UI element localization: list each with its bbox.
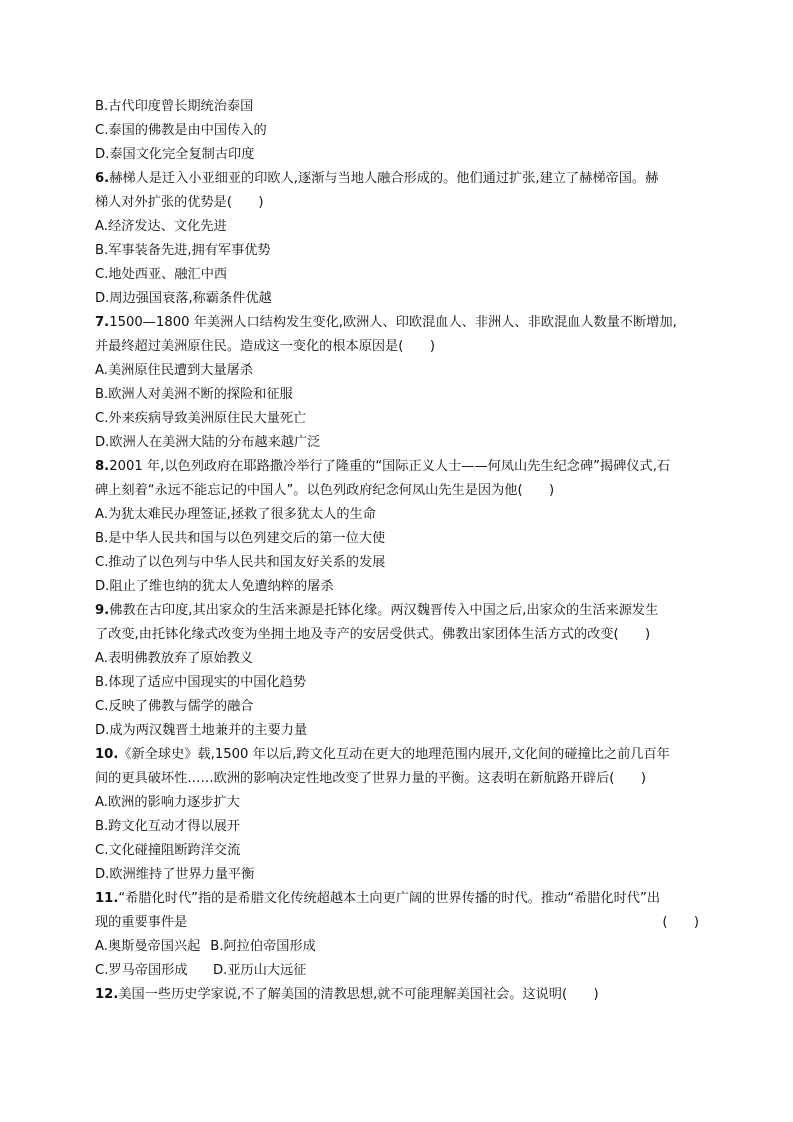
question-text: 《新全球史》载,1500 年以后,跨文化互动在更大的地理范围内展开,文化间的碰撞比之前几百年 bbox=[118, 747, 670, 762]
question-text-line bbox=[95, 911, 707, 935]
option-line: A.美洲原住民遭到大量屠杀 bbox=[95, 363, 254, 378]
question-text: 并最终超过美洲原住民。造成这一变化的根本原因是( ) bbox=[95, 339, 435, 354]
option-line: D.欧洲人在美洲大陆的分布越来越广泛 bbox=[95, 435, 321, 450]
option-line: B.跨文化互动才得以展开 bbox=[95, 819, 241, 834]
option-line: A.经济发达、文化先进 bbox=[95, 219, 227, 234]
answer-paren: ( ) bbox=[662, 915, 699, 930]
option-b: B.阿拉伯帝国形成 bbox=[210, 939, 316, 954]
question-6-stem bbox=[95, 167, 707, 191]
question-number: 12. bbox=[95, 987, 119, 1002]
option-line: D.成为两汉魏晋土地兼并的主要力量 bbox=[95, 723, 308, 738]
question-text: 现的重要事件是 bbox=[95, 915, 188, 930]
option-line: C.文化碰撞阻断跨洋交流 bbox=[95, 843, 241, 858]
question-12-stem bbox=[95, 983, 707, 1007]
question-text: 梯人对外扩张的优势是( ) bbox=[95, 195, 264, 210]
question-text: “希腊化时代”指的是希腊文化传统超越本土向更广阔的世界传播的时代。推动“希腊化时代”出 bbox=[118, 891, 661, 906]
question-text: 美国一些历史学家说,不了解美国的清教思想,就不可能理解美国社会。这说明( ) bbox=[118, 987, 599, 1002]
option-line: D.欧洲维持了世界力量平衡 bbox=[95, 867, 255, 882]
option-line: D.阻止了维也纳的犹太人免遭纳粹的屠杀 bbox=[95, 579, 334, 594]
question-7-stem bbox=[95, 311, 707, 335]
question-text: 了改变,由托钵化缘式改变为坐拥土地及寺产的安居受供式。佛教出家团体生活方式的改变( ) bbox=[95, 627, 651, 642]
option-line: A.表明佛教放弃了原始教义 bbox=[95, 651, 254, 666]
option-line: B.是中华人民共和国与以色列建交后的第一位大使 bbox=[95, 531, 386, 546]
option-line: B.军事装备先进,拥有军事优势 bbox=[95, 243, 271, 258]
option-line: B.体现了适应中国现实的中国化趋势 bbox=[95, 675, 307, 690]
option-line: D.周边强国衰落,称霸条件优越 bbox=[95, 291, 272, 306]
option-d: D.亚历山大远征 bbox=[213, 963, 307, 978]
option-line: A.欧洲的影响力逐步扩大 bbox=[95, 795, 240, 810]
option-line: A.为犹太难民办理签证,拯救了很多犹太人的生命 bbox=[95, 507, 376, 522]
question-number: 6. bbox=[95, 171, 110, 186]
question-text: 2001 年,以色列政府在耶路撒冷举行了隆重的“国际正义人士——何凤山先生纪念碑”揭碑仪式,石 bbox=[109, 459, 671, 474]
option-line: C.推动了以色列与中华人民共和国友好关系的发展 bbox=[95, 555, 386, 570]
option-c: C.罗马帝国形成 bbox=[95, 963, 188, 978]
question-text: 佛教在古印度,其出家众的生活来源是托钵化缘。两汉魏晋传入中国之后,出家众的生活来源发生 bbox=[109, 603, 659, 618]
question-number: 11. bbox=[95, 891, 119, 906]
question-9-stem bbox=[95, 599, 707, 623]
option-line: C.地处西亚、融汇中西 bbox=[95, 267, 228, 282]
question-8-stem bbox=[95, 455, 707, 479]
option-line: B.欧洲人对美洲不断的探险和征服 bbox=[95, 387, 293, 402]
option-line: C.外来疾病导致美洲原住民大量死亡 bbox=[95, 411, 307, 426]
question-number: 7. bbox=[95, 315, 110, 330]
option-line: C.泰国的佛教是由中国传入的 bbox=[95, 123, 267, 138]
question-number: 8. bbox=[95, 459, 110, 474]
question-text: 1500—1800 年美洲人口结构发生变化,欧洲人、印欧混血人、非洲人、非欧混血人数量不断增加, bbox=[109, 315, 677, 330]
option-pair-line bbox=[95, 959, 707, 983]
question-number: 10. bbox=[95, 747, 119, 762]
question-11-stem bbox=[95, 887, 707, 911]
question-10-stem bbox=[95, 743, 707, 767]
exam-page bbox=[95, 95, 707, 1007]
question-text: 碑上刻着“永远不能忘记的中国人”。以色列政府纪念何凤山先生是因为他( ) bbox=[95, 483, 555, 498]
question-text: 赫梯人是迁入小亚细亚的印欧人,逐渐与当地人融合形成的。他们通过扩张,建立了赫梯帝国。赫 bbox=[109, 171, 659, 186]
option-line: B.古代印度曾长期统治泰国 bbox=[95, 99, 254, 114]
question-number: 9. bbox=[95, 603, 110, 618]
option-a: A.奥斯曼帝国兴起 bbox=[95, 939, 201, 954]
option-line: D.泰国文化完全复制古印度 bbox=[95, 147, 255, 162]
option-line: C.反映了佛教与儒学的融合 bbox=[95, 699, 254, 714]
option-pair-line bbox=[95, 935, 707, 959]
question-text: 间的更具破坏性……欧洲的影响决定性地改变了世界力量的平衡。这表明在新航路开辟后( ) bbox=[95, 771, 646, 786]
